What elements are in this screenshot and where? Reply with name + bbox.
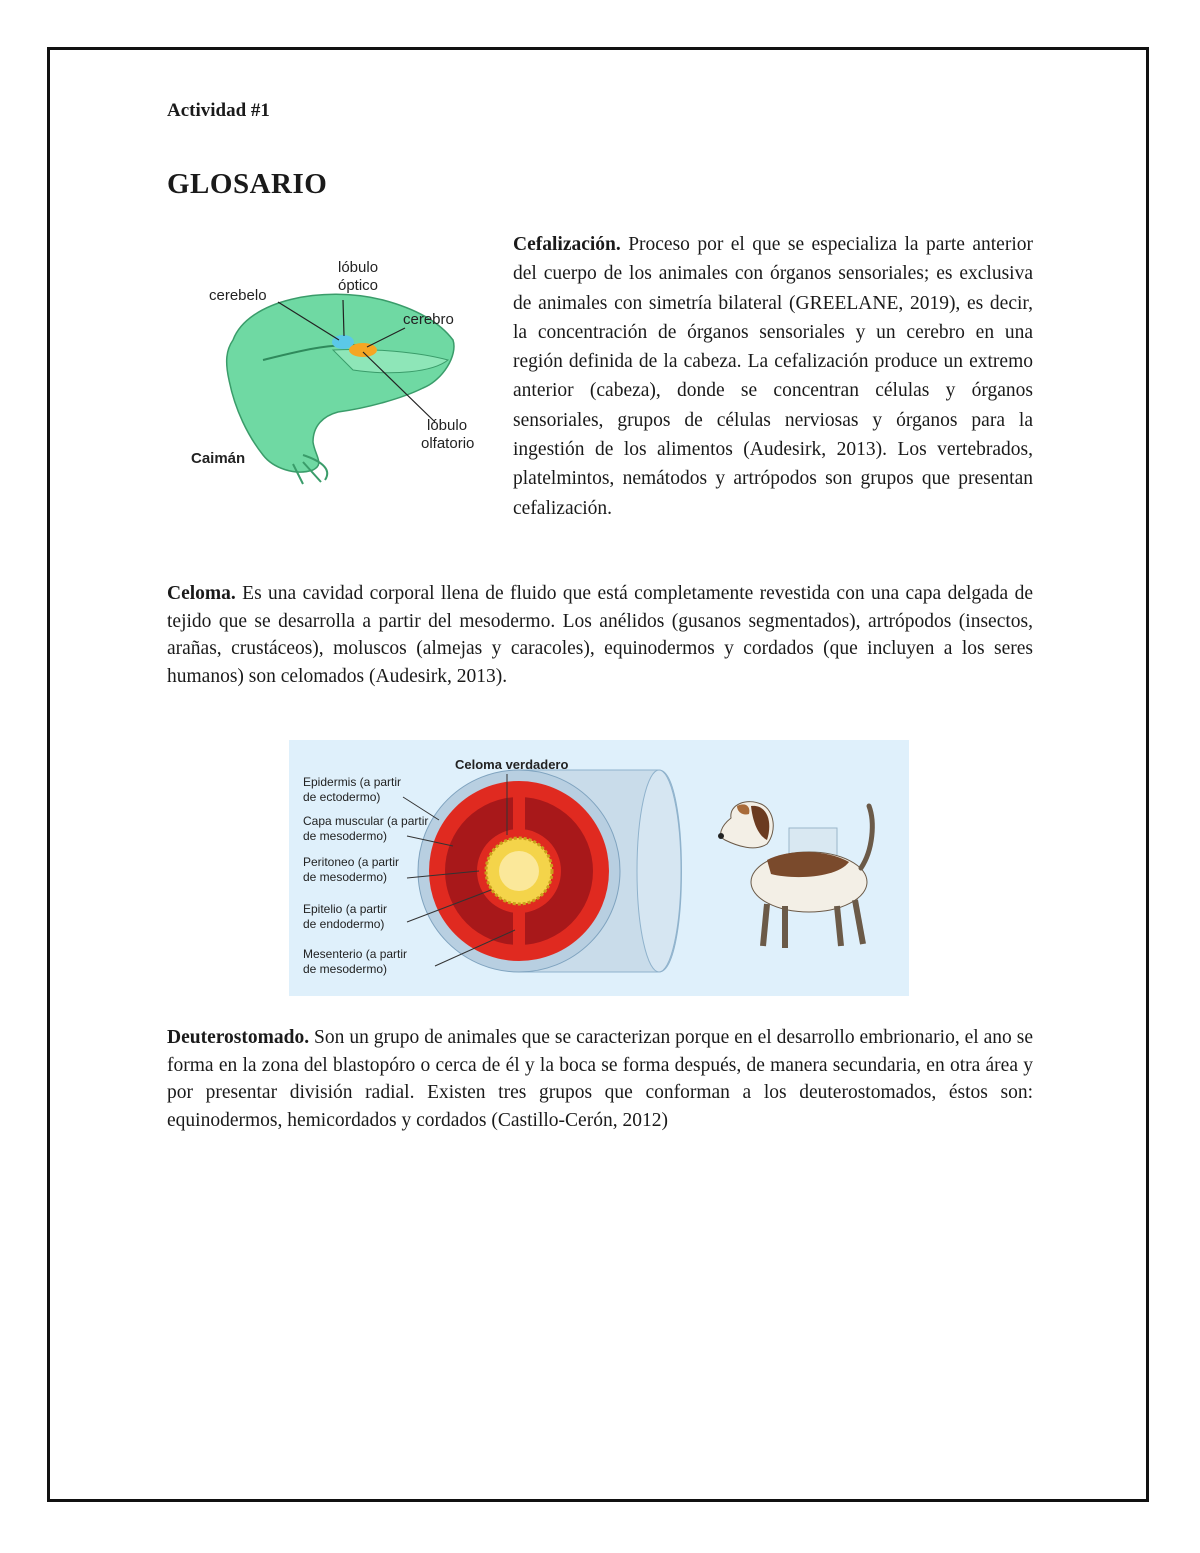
label-cerebro: cerebro [403, 311, 454, 328]
dog-nose [718, 833, 724, 839]
label-epidermis-2: de ectodermo) [303, 790, 381, 804]
label-epitelio: Epitelio (a partir [303, 902, 388, 916]
dog-leg [763, 904, 767, 946]
definition-celoma: Es una cavidad corporal llena de fluido que está completamente revestida con una capa delgada de tejido que se desarrolla a partir del mesodermo. Los anélidos (gusanos segmentados), artrópodos (insectos, arañas, crustáceos), moluscos (almejas y caracoles), equinodermos y cordados (que incluyen a los seres humanos) son celomados (Audesirk, 2013). [167, 583, 1033, 687]
term-celoma: Celoma. [167, 583, 236, 604]
label-peritoneo: Peritoneo (a partir [303, 855, 400, 869]
label-lobulo-optico-2: óptico [338, 277, 379, 294]
celoma-title: Celoma verdadero [455, 757, 569, 772]
label-capa-muscular-2: de mesodermo) [303, 829, 388, 843]
celoma-figure [289, 740, 909, 996]
label-capa-muscular: Capa muscular (a partir [303, 814, 429, 828]
dog-leg [837, 906, 841, 946]
label-epidermis: Epidermis (a partir [303, 775, 402, 789]
definition-cefalizacion: Proceso por el que se especializa la parte anterior del cuerpo de los animales con órganos sensoriales; es exclusiva de animales con simetría bilateral (GREELANE, 2019), es decir, la concentración de órganos sensoriales y un cerebro en una región definida de la cabeza. La cefalización produce un extremo anterior (cabeza), donde se concentran células y órganos sensoriales, grupos de células nerviosas y órganos para la ingestión de los alimentos (Audesirk, 2013). Los vertebrados, platelmintos, nemátodos y artrópodos son grupos que presentan cefalización. [513, 234, 1033, 519]
glossary-title: GLOSARIO [167, 168, 328, 200]
entry-cefalizacion [167, 230, 1033, 523]
label-peritoneo-2: de mesodermo) [303, 870, 388, 884]
brain-shape [349, 343, 377, 357]
label-mesenterio-2: de mesodermo) [303, 962, 388, 976]
definition-deuterostomado: Son un grupo de animales que se caracterizan porque en el desarrollo embrionario, el ano se forma en la zona del blastopóro o cerca de él y la boca se forma después, de manera secundaria, en otra área y por presentar división radial. Existen tres grupos que conforman a los deuterostomados, éstos son: equinodermos, hemicordados y cordados (Castillo-Cerón, 2012) [167, 1027, 1033, 1131]
term-cefalizacion: Cefalización. [513, 234, 621, 255]
entry-deuterostomado [167, 1024, 1033, 1134]
label-lobulo-olfatorio-2: olfatorio [421, 435, 475, 452]
label-epitelio-2: de endodermo) [303, 917, 385, 931]
label-lobulo-olfatorio: lóbulo [427, 417, 468, 434]
label-mesenterio: Mesenterio (a partir [303, 947, 408, 961]
label-caiman: Caimán [191, 450, 246, 467]
term-deuterostomado: Deuterostomado. [167, 1027, 310, 1048]
gut-lumen [499, 851, 539, 891]
entry-celoma [167, 580, 1033, 690]
activity-heading: Actividad #1 [167, 100, 270, 121]
tube-end [637, 770, 681, 972]
label-cerebelo: cerebelo [209, 287, 267, 304]
caiman-brain-figure [153, 230, 503, 494]
label-lobulo-optico: lóbulo [338, 259, 379, 276]
